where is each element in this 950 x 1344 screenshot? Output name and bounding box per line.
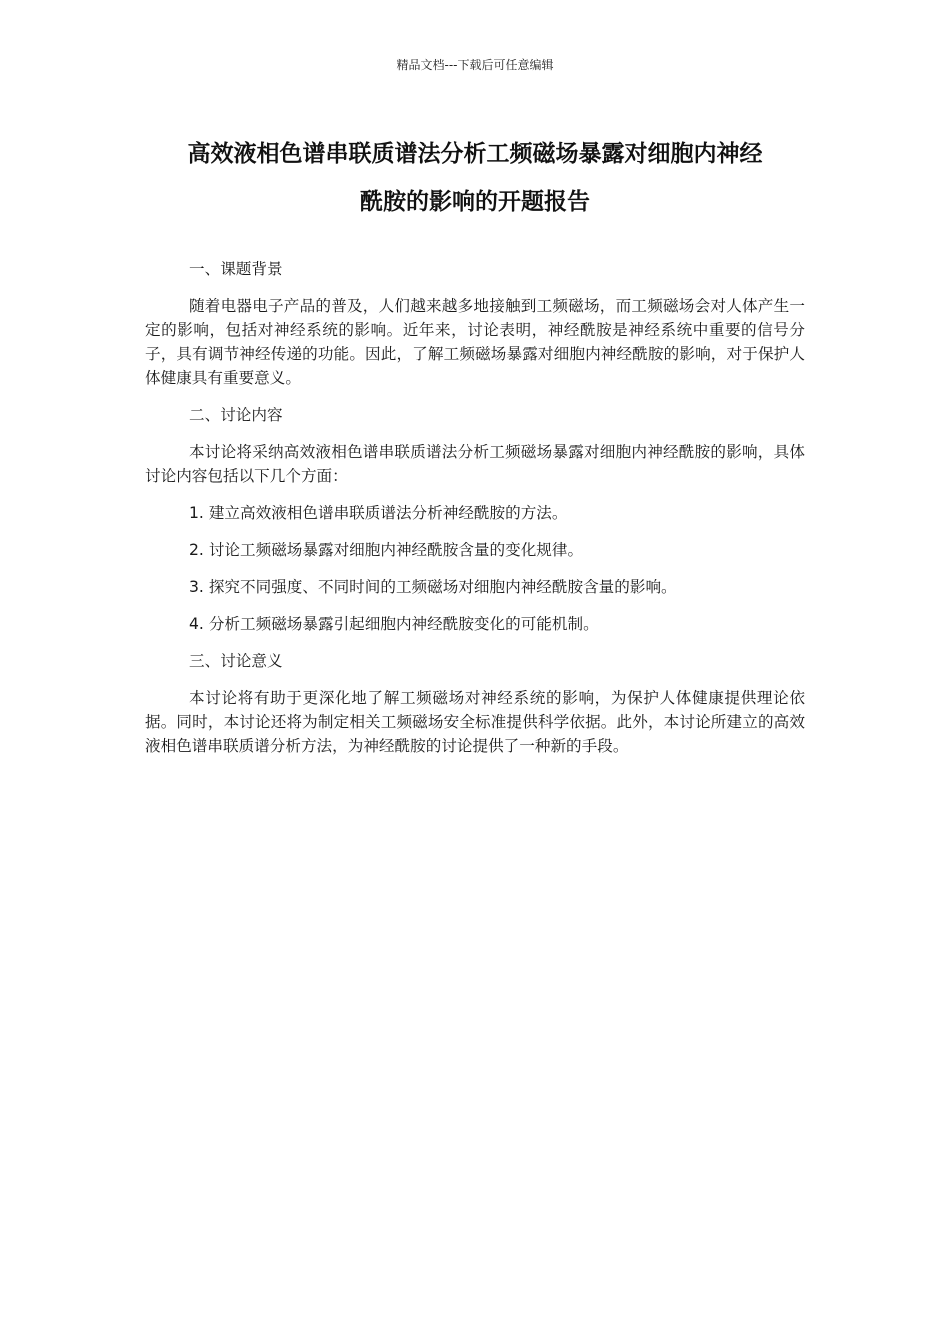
- section-heading-content: 二、讨论内容: [189, 406, 283, 424]
- list-item: 3. 探究不同强度、不同时间的工频磁场对细胞内神经酰胺含量的影响。: [189, 578, 677, 596]
- document-title: [150, 130, 800, 226]
- document-body: [145, 257, 805, 771]
- list-item: 1. 建立高效液相色谱串联质谱法分析神经酰胺的方法。: [189, 504, 568, 522]
- page-header-note: 精品文档---下载后可任意编辑: [396, 58, 554, 72]
- paragraph-background: 随着电器电子产品的普及，人们越来越多地接触到工频磁场，而工频磁场会对人体产生一定的影响，包括对神经系统的影响。近年来，讨论表明，神经酰胺是神经系统中重要的信号分子，具有调节神经传递的功能。因此，了解工频磁场暴露对细胞内神经酰胺的影响，对于保护人体健康具有重要意义。: [145, 297, 805, 387]
- title-line-2: 酰胺的影响的开题报告: [360, 189, 590, 215]
- section-heading-significance: 三、讨论意义: [189, 652, 283, 670]
- paragraph-content: 本讨论将采纳高效液相色谱串联质谱法分析工频磁场暴露对细胞内神经酰胺的影响，具体讨论内容包括以下几个方面：: [145, 443, 805, 485]
- list-item: 2. 讨论工频磁场暴露对细胞内神经酰胺含量的变化规律。: [189, 541, 584, 559]
- list-item: 4. 分析工频磁场暴露引起细胞内神经酰胺变化的可能机制。: [189, 615, 599, 633]
- section-heading-background: 一、课题背景: [189, 260, 283, 278]
- paragraph-significance: 本讨论将有助于更深化地了解工频磁场对神经系统的影响，为保护人体健康提供理论依据。同时，本讨论还将为制定相关工频磁场安全标准提供科学依据。此外，本讨论所建立的高效液相色谱串联质谱分析方法，为神经酰胺的讨论提供了一种新的手段。: [145, 689, 805, 755]
- title-line-1: 高效液相色谱串联质谱法分析工频磁场暴露对细胞内神经: [187, 141, 763, 167]
